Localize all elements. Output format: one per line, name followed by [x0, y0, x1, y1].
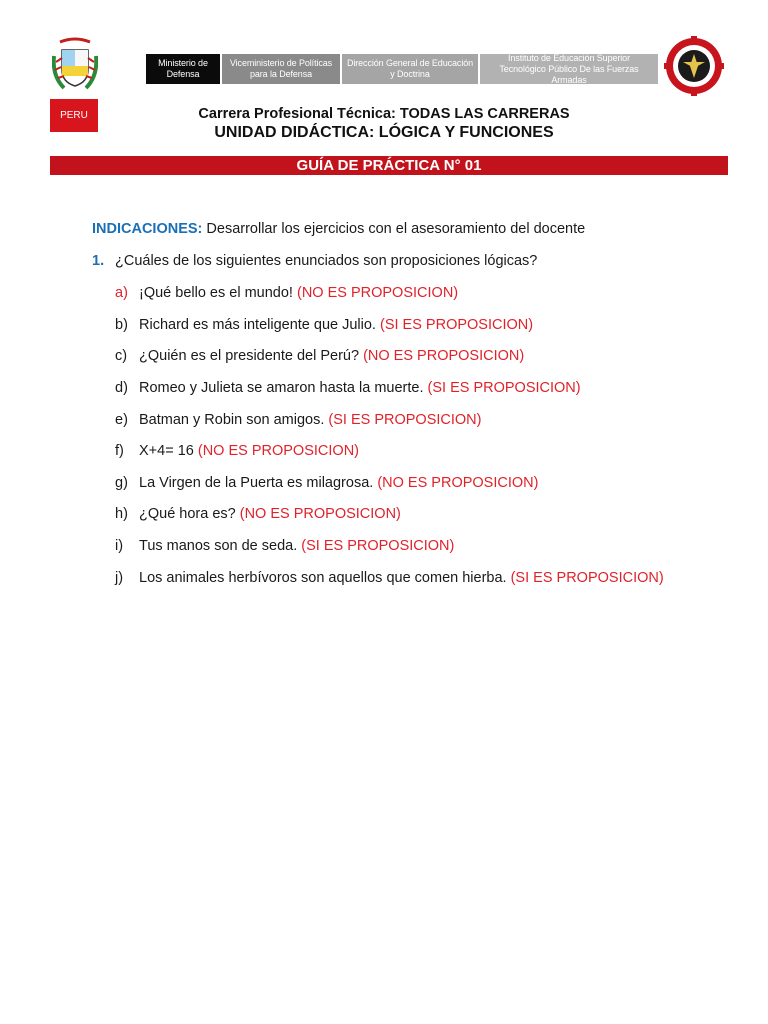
option-letter: a): [115, 285, 128, 301]
header-box-vice-ministry: Viceministerio de Políticas para la Defensa: [222, 54, 340, 84]
option-letter: f): [115, 443, 124, 459]
option-text: Batman y Robin son amigos.: [139, 412, 329, 428]
option-item: [115, 538, 454, 554]
option-item: [115, 380, 581, 396]
option-item: [115, 443, 359, 459]
option-answer: (SI ES PROPOSICION): [380, 317, 534, 333]
option-letter: j): [115, 570, 124, 586]
option-text: Romeo y Julieta se amaron hasta la muerte.: [139, 380, 428, 396]
option-letter: h): [115, 506, 128, 522]
indications-label: INDICACIONES:: [92, 221, 203, 237]
option-text: ¿Quién es el presidente del Perú?: [139, 348, 364, 364]
indications-line: [92, 221, 585, 237]
option-answer: (NO ES PROPOSICION): [239, 506, 401, 522]
option-text: X+4= 16: [139, 443, 198, 459]
unit-title: UNIDAD DIDÁCTICA: LÓGICA Y FUNCIONES: [214, 124, 554, 141]
option-item: [115, 285, 458, 301]
option-text: La Virgen de la Puerta es milagrosa.: [139, 475, 378, 491]
option-answer: (NO ES PROPOSICION): [363, 348, 525, 364]
option-answer: (SI ES PROPOSICION): [328, 412, 482, 428]
option-item: [115, 475, 538, 491]
armed-forces-emblem-icon: [664, 36, 724, 96]
header-box-institute: Instituto de Educación Superior Tecnológico Público De las Fuerzas Armadas: [480, 54, 658, 84]
option-letter: b): [115, 317, 128, 333]
option-text: Tus manos son de seda.: [139, 538, 302, 554]
option-text: Richard es más inteligente que Julio.: [139, 317, 380, 333]
question-line: [92, 253, 537, 269]
option-item: [115, 348, 524, 364]
header-box-ministry: Ministerio de Defensa: [146, 54, 220, 84]
option-text: Los animales herbívoros son aquellos que comen hierba.: [139, 570, 511, 586]
option-item: [115, 506, 401, 522]
career-title: Carrera Profesional Técnica: TODAS LAS CARRERAS: [198, 106, 570, 122]
indications-text: Desarrollar los ejercicios con el asesoramiento del docente: [206, 221, 586, 237]
option-letter: g): [115, 475, 128, 491]
option-letter: e): [115, 412, 128, 428]
option-text: ¿Qué hora es?: [139, 506, 240, 522]
option-answer: (NO ES PROPOSICION): [377, 475, 539, 491]
option-letter: i): [115, 538, 124, 554]
question-text: ¿Cuáles de los siguientes enunciados son proposiciones lógicas?: [115, 253, 538, 269]
option-answer: (SI ES PROPOSICION): [301, 538, 455, 554]
option-answer: (SI ES PROPOSICION): [427, 380, 581, 396]
option-answer: (SI ES PROPOSICION): [510, 570, 664, 586]
country-badge: PERU: [50, 99, 98, 132]
option-answer: (NO ES PROPOSICION): [296, 285, 459, 301]
option-text: ¡Qué bello es el mundo!: [139, 285, 297, 301]
peru-coat-of-arms-icon: [52, 36, 98, 94]
option-item: [115, 412, 482, 428]
option-item: [115, 570, 664, 586]
header-box-directorate: Dirección General de Educación y Doctrina: [342, 54, 478, 84]
option-letter: c): [115, 348, 128, 364]
question-number: 1.: [92, 253, 105, 269]
option-letter: d): [115, 380, 128, 396]
option-item: [115, 317, 533, 333]
option-answer: (NO ES PROPOSICION): [197, 443, 359, 459]
guide-title-bar: GUÍA DE PRÁCTICA N° 01: [50, 156, 728, 175]
